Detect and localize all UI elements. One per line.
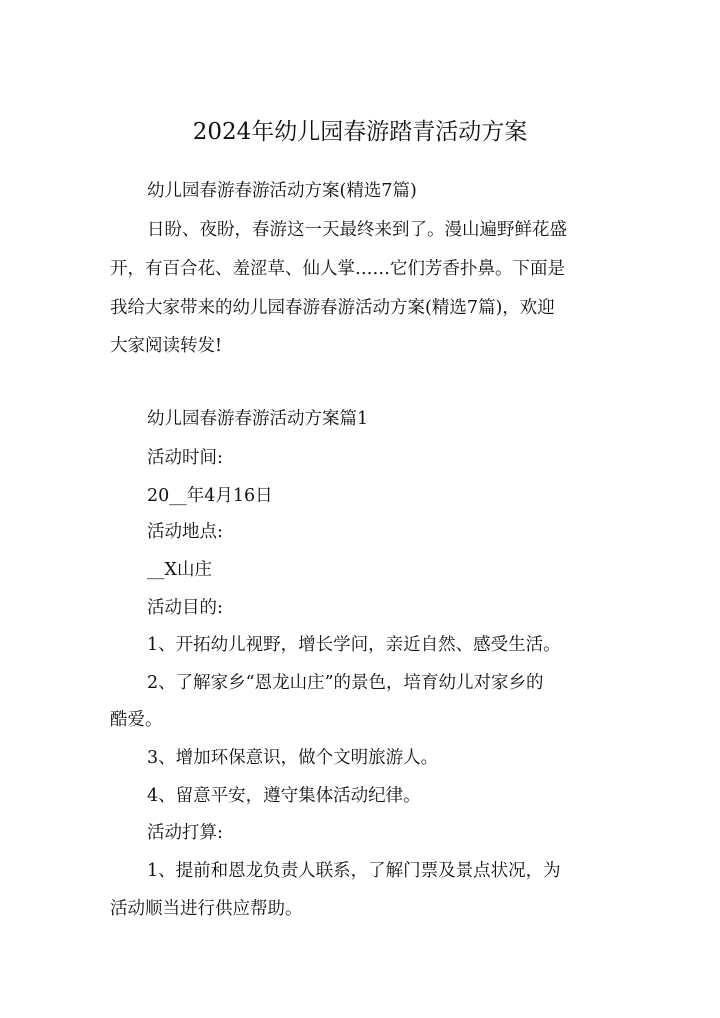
intro-line-1: 日盼、夜盼，春游这一天最终来到了。漫山遍野鲜花盛 [147, 220, 567, 240]
goal-item-2-continued: 酷爱。 [110, 710, 163, 730]
intro-line-4: 大家阅读转发! [110, 336, 223, 356]
place-label: 活动地点: [147, 522, 223, 542]
goal-label: 活动目的: [147, 598, 223, 618]
plan-item-1-continued: 活动顺当进行供应帮助。 [110, 899, 303, 919]
goal-item-3: 3、增加环保意识，做个文明旅游人。 [147, 748, 439, 768]
goal-item-2: 2、了解家乡“恩龙山庄”的景色，培育幼儿对家乡的 [147, 673, 544, 693]
intro-line-2: 开，有百合花、羞涩草、仙人掌……它们芳香扑鼻。下面是 [110, 259, 565, 279]
goal-item-4: 4、留意平安，遵守集体活动纪律。 [147, 786, 421, 806]
goal-item-1: 1、开拓幼儿视野，增长学问，亲近自然、感受生活。 [147, 635, 561, 655]
plan-label: 活动打算: [147, 823, 223, 843]
time-label: 活动时间: [147, 448, 223, 468]
place-value: __X山庄 [147, 560, 212, 580]
time-value: 20__年4月16日 [147, 486, 273, 506]
subtitle: 幼儿园春游春游活动方案(精选7篇) [147, 181, 417, 201]
section-heading: 幼儿园春游春游活动方案篇1 [147, 409, 369, 429]
intro-line-3: 我给大家带来的幼儿园春游春游活动方案(精选7篇)，欢迎 [110, 298, 555, 318]
plan-item-1: 1、提前和恩龙负责人联系，了解门票及景点状况，为 [147, 861, 561, 881]
document-title: 2024年幼儿园春游踏青活动方案 [192, 119, 528, 145]
